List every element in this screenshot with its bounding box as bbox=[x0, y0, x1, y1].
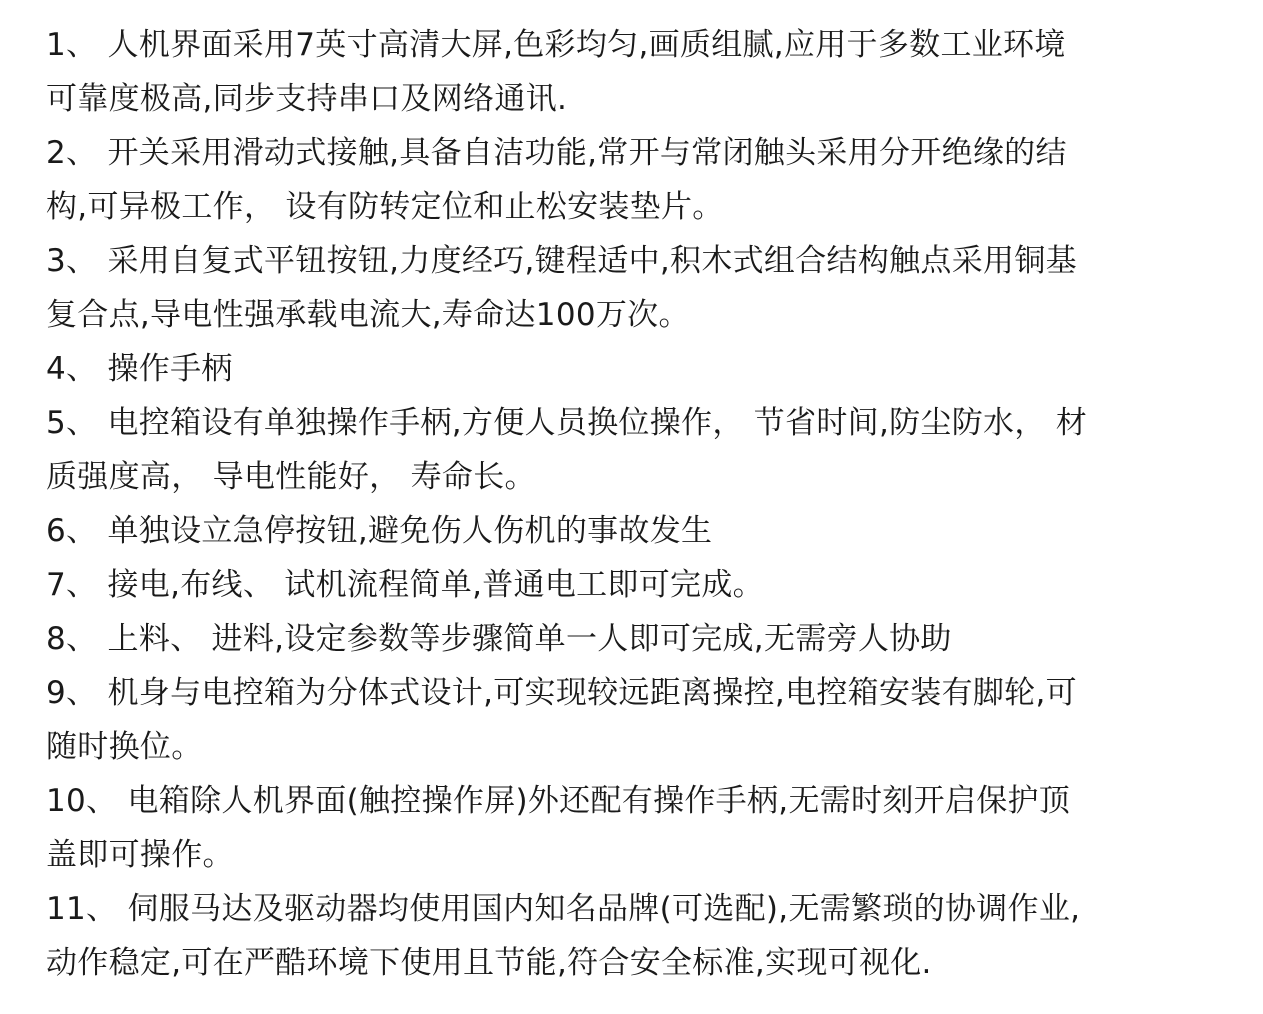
text-line-16: 盖即可操作。 bbox=[46, 837, 234, 873]
text-line-10: 6、 单独设立急停按钮,避免伤人伤机的事故发生 bbox=[46, 513, 713, 549]
text-line-17: 11、 伺服马达及驱动器均使用国内知名品牌(可选配),无需繁琐的协调作业, bbox=[46, 891, 1081, 927]
text-line-2: 可靠度极高,同步支持串口及网络通讯. bbox=[46, 81, 568, 117]
text-line-9: 质强度高， 导电性能好， 寿命长。 bbox=[46, 459, 536, 495]
text-line-5: 3、 采用自复式平钮按钮,力度经巧,键程适中,积木式组合结构触点采用铜基 bbox=[46, 243, 1077, 279]
text-line-7: 4、 操作手柄 bbox=[46, 351, 233, 387]
text-line-8: 5、 电控箱设有单独操作手柄,方便人员换位操作， 节省时间,防尘防水， 材 bbox=[46, 405, 1088, 441]
text-line-14: 随时换位。 bbox=[46, 729, 203, 765]
text-line-13: 9、 机身与电控箱为分体式设计,可实现较远距离操控,电控箱安装有脚轮,可 bbox=[46, 675, 1077, 711]
text-line-12: 8、 上料、 进料,设定参数等步骤简单一人即可完成,无需旁人协助 bbox=[46, 621, 952, 657]
text-line-18: 动作稳定,可在严酷环境下使用且节能,符合安全标准,实现可视化. bbox=[46, 945, 932, 981]
text-line-6: 复合点,导电性强承载电流大,寿命达100万次。 bbox=[46, 297, 690, 333]
text-line-3: 2、 开关采用滑动式接触,具备自洁功能,常开与常闭触头采用分开绝缘的结 bbox=[46, 135, 1067, 171]
text-line-4: 构,可异极工作， 设有防转定位和止松安装垫片。 bbox=[46, 189, 724, 225]
text-line-11: 7、 接电,布线、 试机流程简单,普通电工即可完成。 bbox=[46, 567, 764, 603]
feature-list-document bbox=[46, 18, 1221, 990]
text-line-1: 1、 人机界面采用7英寸高清大屏,色彩均匀,画质组腻,应用于多数工业环境 bbox=[46, 27, 1066, 63]
text-line-15: 10、 电箱除人机界面(触控操作屏)外还配有操作手柄,无需时刻开启保护顶 bbox=[46, 783, 1071, 819]
